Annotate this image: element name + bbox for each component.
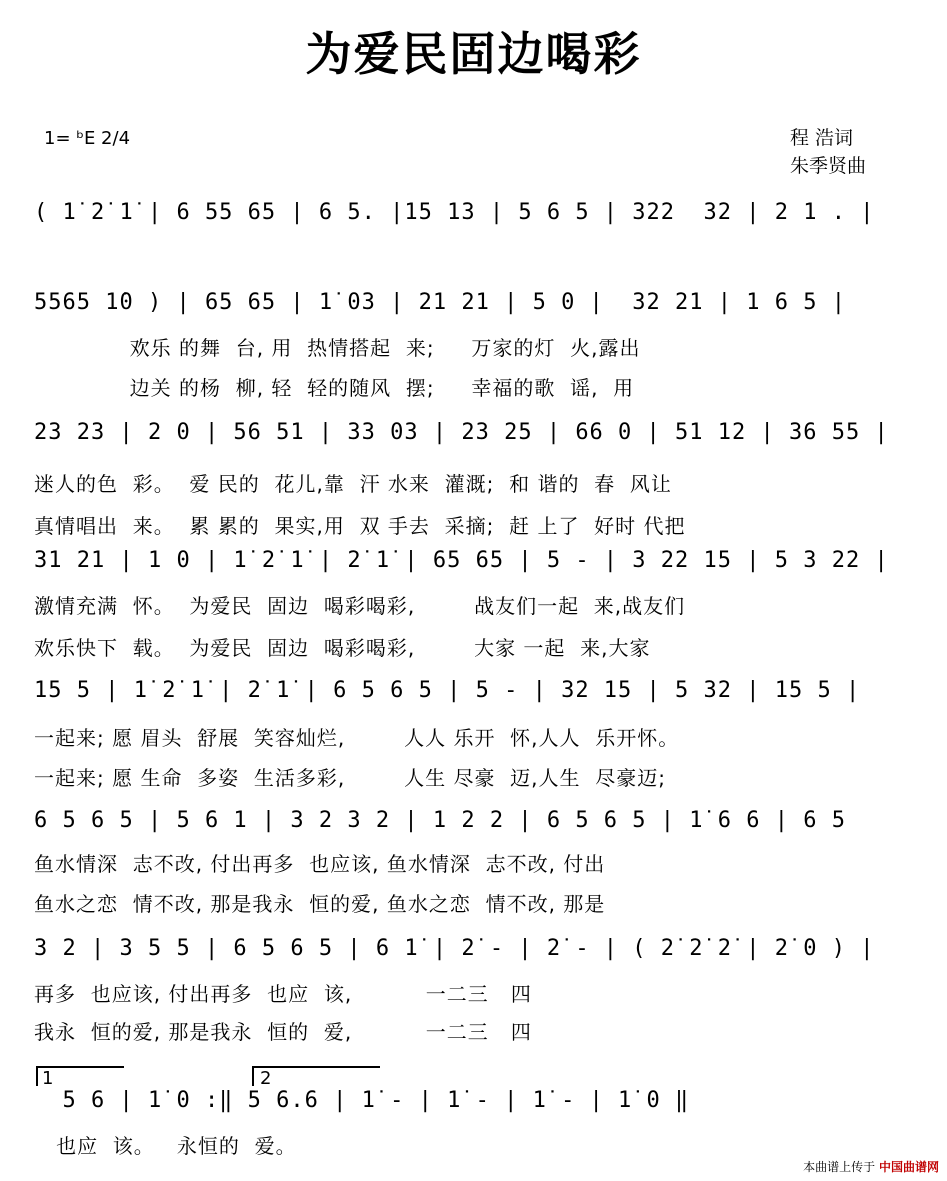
- lyrics-line-4a: 激情充满 怀。 为爱民 固边 喝彩喝彩, 战友们一起 来,战友们: [34, 594, 686, 618]
- volta-1-label: 1: [42, 1068, 54, 1089]
- lyrics-line-3a: 迷人的色 彩。 爱 民的 花儿,靠 汗 水来 灌溉; 和 谐的 春 风让: [34, 472, 672, 496]
- lyricist: 程 浩词: [790, 127, 854, 149]
- notation-line-1: ( 1̇ 2̇ 1̇ | 6 55 65 | 6 5. |15 13 | 5 6 5 | 322 32 | 2 1 . |: [34, 200, 875, 225]
- lyrics-line-7b: 我永 恒的爱, 那是我永 恒的 爱, 一二三 四: [34, 1020, 532, 1044]
- lyrics-line-4b: 欢乐快下 载。 为爱民 固边 喝彩喝彩, 大家 一起 来,大家: [34, 636, 651, 660]
- lyrics-line-5b: 一起来; 愿 生命 多姿 生活多彩, 人生 尽豪 迈,人生 尽豪迈;: [34, 766, 666, 790]
- lyrics-line-7a: 再多 也应该, 付出再多 也应 该, 一二三 四: [34, 982, 532, 1006]
- lyrics-line-3b: 真情唱出 来。 累 累的 果实,用 双 手去 采摘; 赶 上了 好时 代把: [34, 514, 686, 538]
- credits: [790, 124, 866, 180]
- footer-text: 本曲谱上传于: [803, 1160, 876, 1174]
- source-footer: [803, 1158, 939, 1175]
- notation-line-5: 15 5 | 1̇ 2̇ 1̇ | 2̇ 1̇ | 6 5 6 5 | 5 - | 32 15 | 5 32 | 15 5 |: [34, 678, 861, 703]
- footer-brand[interactable]: 中国曲谱网: [878, 1160, 939, 1174]
- volta-bracket-2: [252, 1066, 380, 1089]
- volta-2-label: 2: [260, 1068, 272, 1089]
- notation-line-7: 3 2 | 3 5 5 | 6 5 6 5 | 6 1̇ | 2̇ - | 2̇ - | ( 2̇ 2̇ 2̇ | 2̇ 0 ) |: [34, 936, 875, 961]
- lyrics-line-2b: 边关 的杨 柳, 轻 轻的随风 摆; 幸福的歌 谣, 用: [34, 376, 635, 400]
- notation-line-4: 31 21 | 1 0 | 1̇ 2̇ 1̇ | 2̇ 1̇ | 65 65 | 5 - | 3 22 15 | 5 3 22 |: [34, 548, 889, 573]
- notation-line-2: 5565 1̇0 ) | 65 65 | 1̇ 03 | 21 21 | 5 0 | 32 21 | 1 6 5 |: [34, 290, 846, 315]
- notation-line-8: 5 6 | 1̇ 0 :‖ 5 6.6 | 1̇ - | 1̇ - | 1̇ - | 1̇ 0 ‖: [34, 1088, 690, 1113]
- key-signature: 1= ᵇE 2/4: [44, 128, 131, 149]
- lyrics-line-5a: 一起来; 愿 眉头 舒展 笑容灿烂, 人人 乐开 怀,人人 乐开怀。: [34, 726, 680, 750]
- lyrics-line-6a: 鱼水情深 志不改, 付出再多 也应该, 鱼水情深 志不改, 付出: [34, 852, 606, 876]
- notation-line-3: 23 23 | 2 0 | 56 51 | 33 03 | 23 25 | 66 0 | 51 12 | 36 55 |: [34, 420, 889, 445]
- song-title: 为爱民固边喝彩: [305, 27, 642, 81]
- volta-bracket-1: [36, 1066, 124, 1089]
- composer: 朱季贤曲: [790, 155, 867, 177]
- lyrics-line-2a: 欢乐 的舞 台, 用 热情搭起 来; 万家的灯 火,露出: [34, 336, 641, 360]
- lyrics-line-6b: 鱼水之恋 情不改, 那是我永 恒的爱, 鱼水之恋 情不改, 那是: [34, 892, 606, 916]
- lyrics-line-8a: 也应 该。 永恒的 爱。: [34, 1134, 297, 1158]
- notation-line-6: 6 5 6 5 | 5 6 1 | 3 2 3 2 | 1 2 2 | 6 5 6 5 | 1̇ 6 6 | 6 5: [34, 808, 846, 833]
